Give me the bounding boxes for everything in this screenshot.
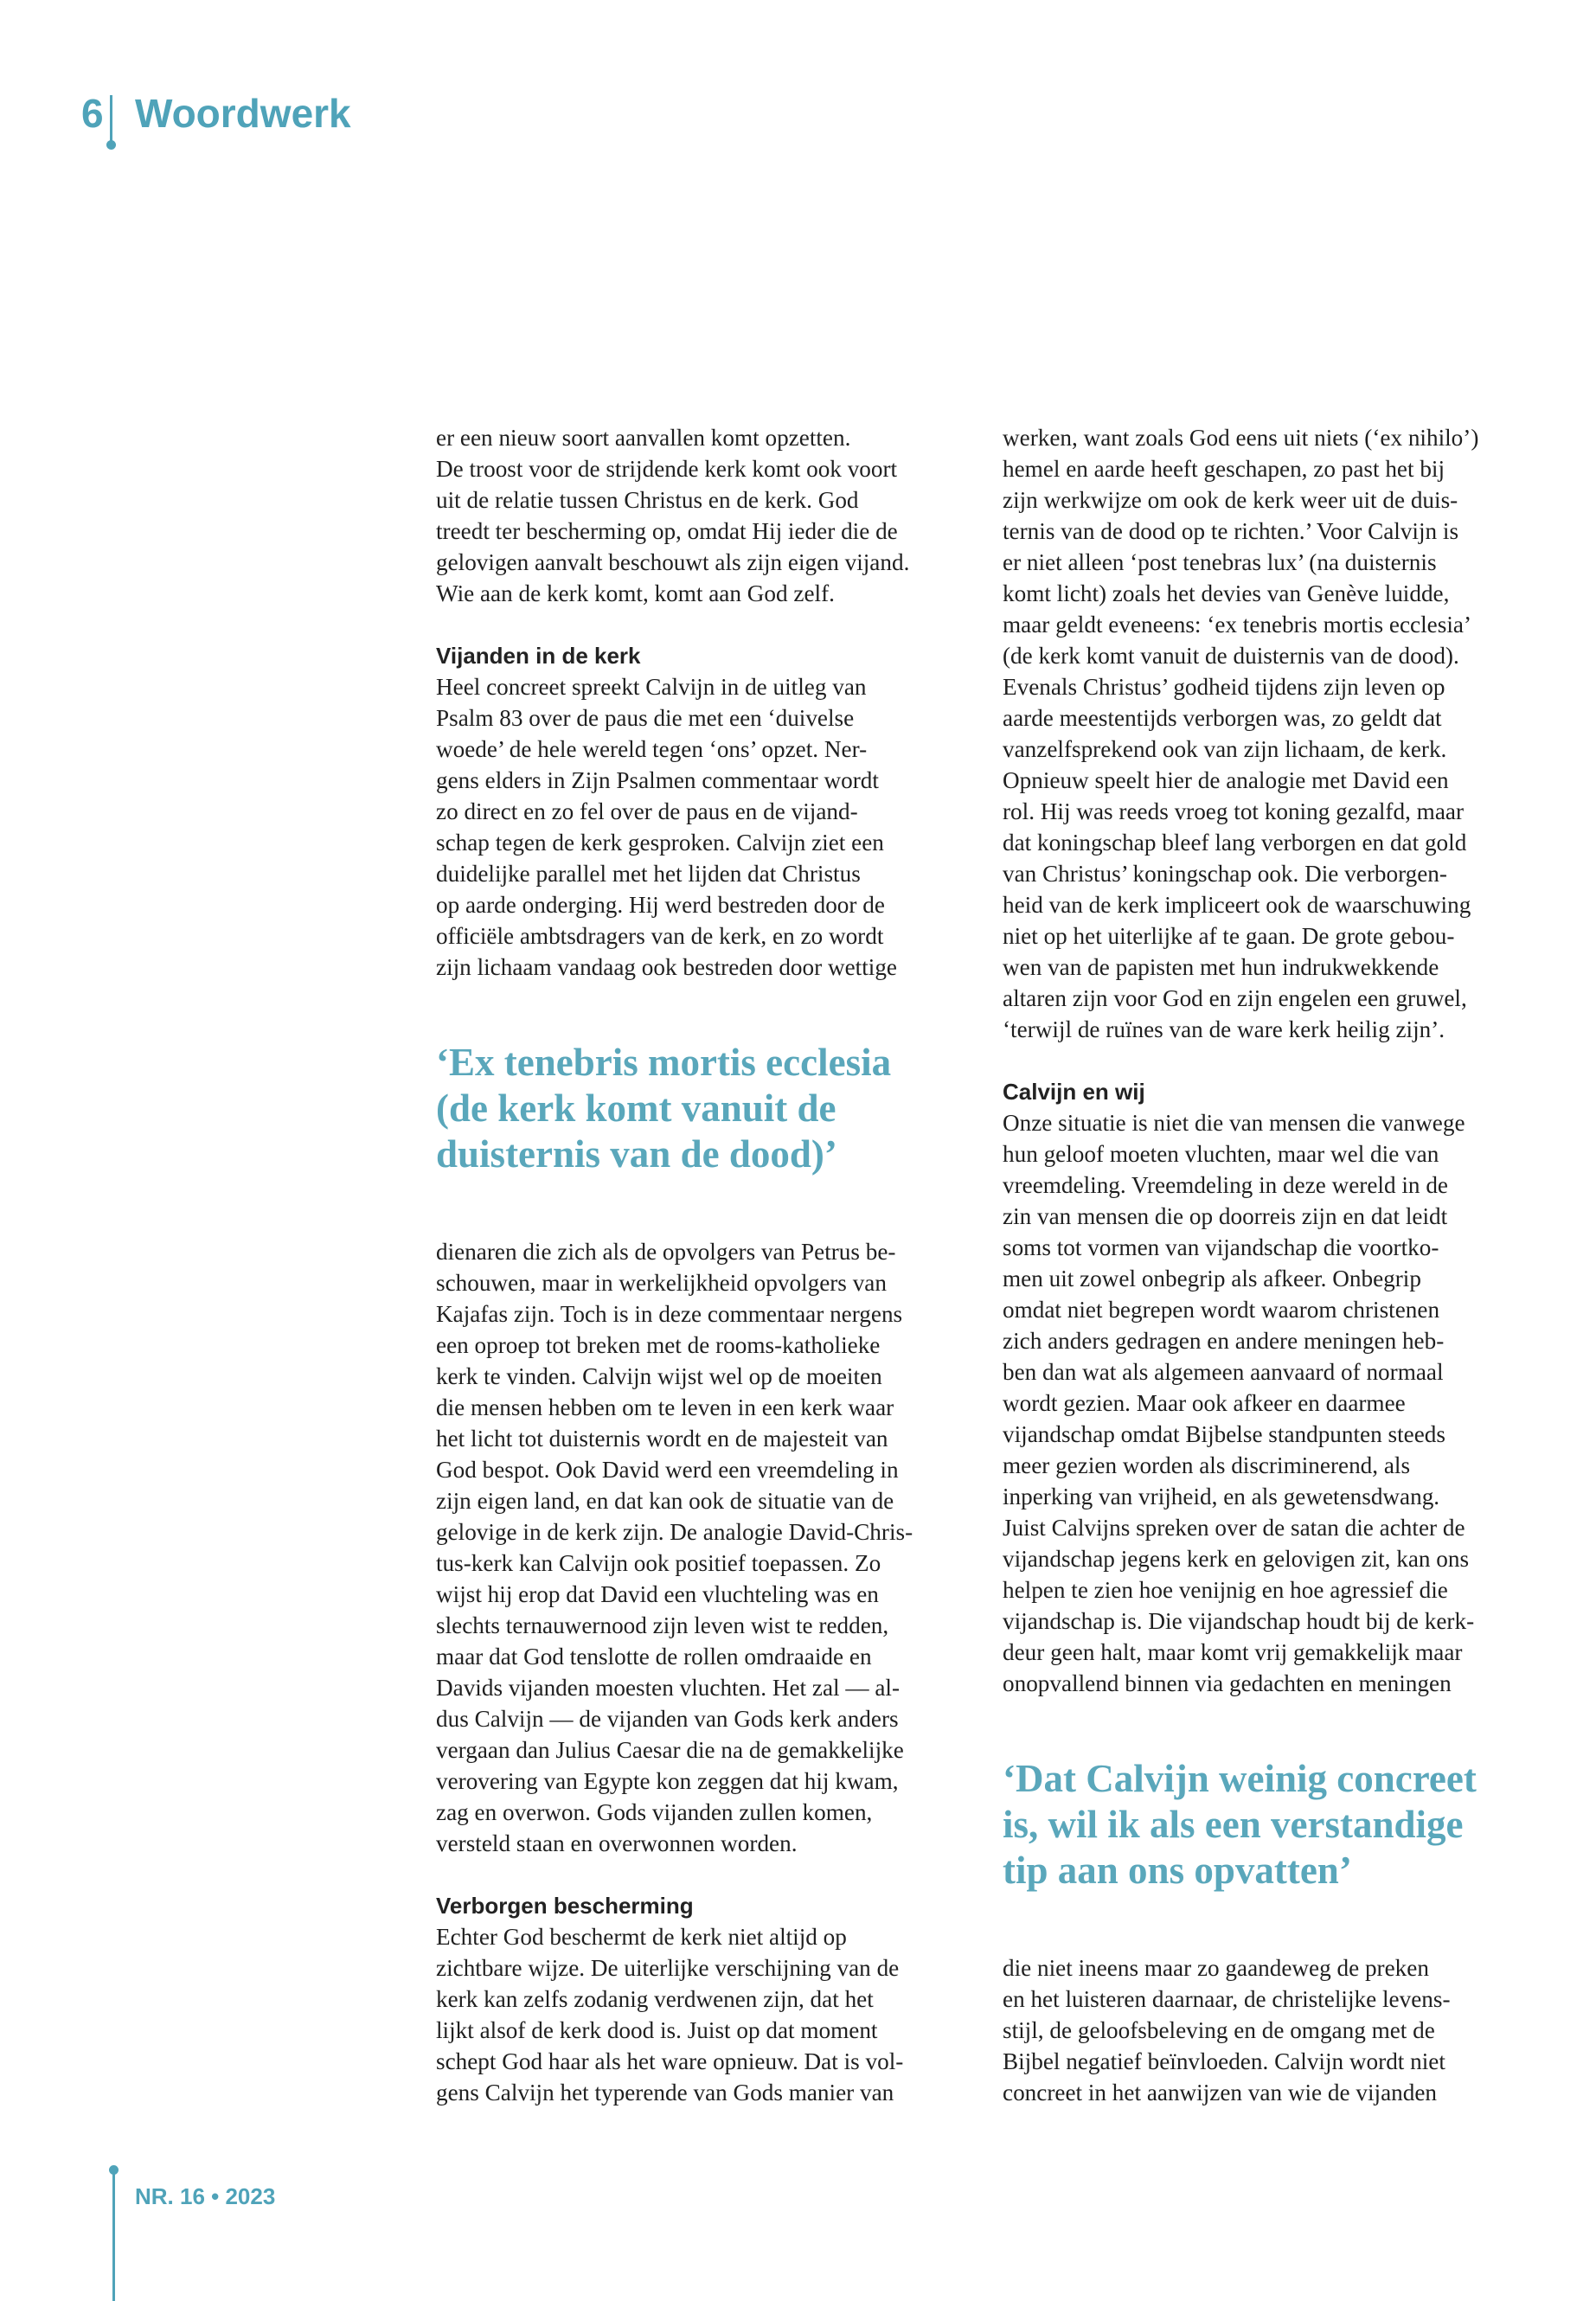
text-line: kerk kan zelfs zodanig verdwenen zijn, dat het bbox=[436, 1986, 874, 2012]
text-line: gelovige in de kerk zijn. De analogie David-Chris- bbox=[436, 1519, 913, 1545]
text-line: Wie aan de kerk komt, komt aan God zelf. bbox=[436, 580, 835, 606]
text-line: schouwen, maar in werkelijkheid opvolgers van bbox=[436, 1270, 887, 1296]
header-divider bbox=[110, 95, 112, 142]
right-intro-paragraph bbox=[1003, 422, 1539, 1045]
text-line: Heel concreet spreekt Calvijn in de uitleg van bbox=[436, 674, 867, 700]
left-intro-paragraph bbox=[436, 422, 972, 609]
text-line: hemel en aarde heeft geschapen, zo past het bij bbox=[1003, 456, 1445, 482]
left-section1-paragraph bbox=[436, 671, 972, 983]
text-line: zin van mensen die op doorreis zijn en dat leidt bbox=[1003, 1203, 1448, 1229]
text-line: Evenals Christus’ godheid tijdens zijn leven op bbox=[1003, 674, 1445, 700]
page-number: 6 bbox=[81, 91, 104, 136]
text-line: De troost voor de strijdende kerk komt ook voort bbox=[436, 456, 898, 482]
text-line: concreet in het aanwijzen van wie de vijanden bbox=[1003, 2080, 1437, 2106]
text-line: kerk te vinden. Calvijn wijst wel op de moeiten bbox=[436, 1363, 882, 1389]
text-line: men uit zowel onbegrip als afkeer. Onbegrip bbox=[1003, 1266, 1421, 1292]
text-line: hun geloof moeten vluchten, maar wel die van bbox=[1003, 1141, 1439, 1167]
text-line: ‘terwijl de ruïnes van de ware kerk heilig zijn’. bbox=[1003, 1016, 1445, 1042]
text-line: wen van de papisten met hun indrukwekkende bbox=[1003, 954, 1439, 980]
text-line: vijandschap is. Die vijandschap houdt bij de kerk- bbox=[1003, 1608, 1475, 1634]
text-line: dus Calvijn — de vijanden van Gods kerk anders bbox=[436, 1706, 899, 1732]
right-section1-cont-paragraph bbox=[1003, 1952, 1539, 2108]
text-line: Davids vijanden moesten vluchten. Het zal — al- bbox=[436, 1675, 901, 1701]
text-line: maar geldt eveneens: ‘ex tenebris mortis ecclesia’ bbox=[1003, 612, 1471, 638]
text-line: wijst hij erop dat David een vluchteling was en bbox=[436, 1581, 879, 1607]
text-line: van Christus’ koningschap ook. Die verborgen- bbox=[1003, 861, 1447, 887]
text-line: ternis van de dood op te richten.’ Voor Calvijn is bbox=[1003, 518, 1459, 544]
section-title: Woordwerk bbox=[135, 91, 351, 136]
text-line: vanzelfsprekend ook van zijn lichaam, de kerk. bbox=[1003, 736, 1447, 762]
text-line: God bespot. Ook David werd een vreemdeling in bbox=[436, 1457, 899, 1483]
subheading-verborgen: Verborgen bescherming bbox=[436, 1893, 694, 1919]
text-line: vijandschap jegens kerk en gelovigen zit, kan ons bbox=[1003, 1546, 1470, 1572]
text-line: Psalm 83 over de paus die met een ‘duivelse bbox=[436, 705, 855, 731]
text-line: vreemdeling. Vreemdeling in deze wereld in de bbox=[1003, 1172, 1448, 1198]
text-line: zijn werkwijze om ook de kerk weer uit de duis- bbox=[1003, 487, 1458, 513]
text-line: zijn eigen land, en dat kan ook de situatie van de bbox=[436, 1488, 894, 1514]
text-line: niet op het uiterlijke af te gaan. De grote gebou- bbox=[1003, 923, 1455, 949]
text-line: en het luisteren daarnaar, de christelijke levens- bbox=[1003, 1986, 1451, 2012]
text-line: er een nieuw soort aanvallen komt opzetten. bbox=[436, 425, 851, 451]
text-line: duidelijke parallel met het lijden dat Christus bbox=[436, 861, 861, 887]
text-line: tus-kerk kan Calvijn ook positief toepassen. Zo bbox=[436, 1550, 881, 1576]
quote-line: is, wil ik als een verstandige bbox=[1003, 1803, 1464, 1846]
quote-line: ‘Ex tenebris mortis ecclesia bbox=[436, 1041, 892, 1084]
left-column bbox=[436, 422, 972, 2108]
text-line: die niet ineens maar zo gaandeweg de preken bbox=[1003, 1955, 1429, 1981]
text-line: helpen te zien hoe venijnig en hoe agressief die bbox=[1003, 1577, 1448, 1603]
text-line: officiële ambtsdragers van de kerk, en zo wordt bbox=[436, 923, 884, 949]
text-line: Opnieuw speelt hier de analogie met David een bbox=[1003, 767, 1449, 793]
text-line: gelovigen aanvalt beschouwt als zijn eigen vijand. bbox=[436, 549, 910, 575]
text-line: verovering van Egypte kon zeggen dat hij kwam, bbox=[436, 1768, 899, 1794]
text-line: gens elders in Zijn Psalmen commentaar wordt bbox=[436, 767, 879, 793]
text-line: treedt ter bescherming op, omdat Hij ieder die de bbox=[436, 518, 898, 544]
pull-quote-left bbox=[436, 1040, 972, 1177]
text-line: zich anders gedragen en andere meningen heb- bbox=[1003, 1328, 1445, 1354]
text-line: inperking van vrijheid, en als gewetensdwang. bbox=[1003, 1484, 1440, 1509]
text-line: stijl, de geloofsbeleving en de omgang met de bbox=[1003, 2017, 1435, 2043]
text-line: op aarde onderging. Hij werd bestreden door de bbox=[436, 892, 885, 918]
text-line: vergaan dan Julius Caesar die na de gemakkelijke bbox=[436, 1737, 904, 1763]
text-line: slechts ternauwernood zijn leven wist te redden, bbox=[436, 1612, 889, 1638]
text-line: heid van de kerk impliceert ook de waarschuwing bbox=[1003, 892, 1471, 918]
left-section1-cont-paragraph bbox=[436, 1236, 972, 1859]
text-line: een oproep tot breken met de rooms-katholieke bbox=[436, 1332, 881, 1358]
text-line: ben dan wat als algemeen aanvaard of normaal bbox=[1003, 1359, 1444, 1385]
quote-line: ‘Dat Calvijn weinig concreet bbox=[1003, 1757, 1477, 1800]
text-line: zo direct en zo fel over de paus en de vijand- bbox=[436, 798, 858, 824]
text-line: vijandschap omdat Bijbelse standpunten steeds bbox=[1003, 1421, 1445, 1447]
text-line: schap tegen de kerk gesproken. Calvijn ziet een bbox=[436, 830, 884, 856]
text-line: Juist Calvijns spreken over de satan die achter de bbox=[1003, 1515, 1465, 1541]
quote-line: tip aan ons opvatten’ bbox=[1003, 1849, 1352, 1892]
quote-line: (de kerk komt vanuit de bbox=[436, 1086, 836, 1130]
text-line: die mensen hebben om te leven in een kerk waar bbox=[436, 1394, 894, 1420]
text-line: onopvallend binnen via gedachten en meningen bbox=[1003, 1670, 1452, 1696]
text-line: deur geen halt, maar komt vrij gemakkelijk maar bbox=[1003, 1639, 1463, 1665]
right-column bbox=[1003, 422, 1539, 2108]
text-line: (de kerk komt vanuit de duisternis van de dood). bbox=[1003, 643, 1459, 669]
issue-label: NR. 16 • 2023 bbox=[135, 2183, 276, 2209]
subheading-calvijn-en-wij: Calvijn en wij bbox=[1003, 1079, 1145, 1105]
text-line: Echter God beschermt de kerk niet altijd op bbox=[436, 1924, 847, 1950]
text-line: werken, want zoals God eens uit niets (‘ex nihilo’) bbox=[1003, 425, 1479, 451]
text-line: aarde meestentijds verborgen was, zo geldt dat bbox=[1003, 705, 1442, 731]
text-line: omdat niet begrepen wordt waarom christenen bbox=[1003, 1297, 1440, 1323]
text-line: zag en overwon. Gods vijanden zullen komen, bbox=[436, 1799, 873, 1825]
text-line: zijn lichaam vandaag ook bestreden door wettige bbox=[436, 954, 897, 980]
subheading-vijanden: Vijanden in de kerk bbox=[436, 643, 641, 669]
text-line: er niet alleen ‘post tenebras lux’ (na duisternis bbox=[1003, 549, 1437, 575]
text-line: meer gezien worden als discriminerend, als bbox=[1003, 1452, 1411, 1478]
pull-quote-right bbox=[1003, 1756, 1539, 1894]
footer-divider bbox=[112, 2171, 115, 2301]
text-line: altaren zijn voor God en zijn engelen een gruwel, bbox=[1003, 985, 1467, 1011]
text-line: maar dat God tenslotte de rollen omdraaide en bbox=[436, 1644, 872, 1670]
text-line: Onze situatie is niet die van mensen die vanwege bbox=[1003, 1110, 1465, 1136]
header-divider-dot bbox=[106, 140, 116, 150]
left-section2-paragraph bbox=[436, 1921, 972, 2108]
text-line: versteld staan en overwonnen worden. bbox=[436, 1830, 798, 1856]
text-line: wordt gezien. Maar ook afkeer en daarmee bbox=[1003, 1390, 1406, 1416]
text-line: schept God haar als het ware opnieuw. Dat is vol- bbox=[436, 2048, 904, 2074]
text-line: lijkt alsof de kerk dood is. Juist op dat moment bbox=[436, 2017, 878, 2043]
right-section1-paragraph bbox=[1003, 1107, 1539, 1699]
text-line: Kajafas zijn. Toch is in deze commentaar nergens bbox=[436, 1301, 903, 1327]
text-line: woede’ de hele wereld tegen ‘ons’ opzet. Ner- bbox=[436, 736, 868, 762]
text-line: Bijbel negatief beïnvloeden. Calvijn wordt niet bbox=[1003, 2048, 1445, 2074]
text-line: het licht tot duisternis wordt en de majesteit van bbox=[436, 1426, 888, 1452]
text-line: soms tot vormen van vijandschap die voortko- bbox=[1003, 1234, 1439, 1260]
text-line: gens Calvijn het typerende van Gods manier van bbox=[436, 2080, 894, 2106]
text-line: dienaren die zich als de opvolgers van Petrus be- bbox=[436, 1239, 896, 1265]
quote-line: duisternis van de dood)’ bbox=[436, 1132, 837, 1176]
text-line: rol. Hij was reeds vroeg tot koning gezalfd, maar bbox=[1003, 798, 1465, 824]
text-line: komt licht) zoals het devies van Genève luidde, bbox=[1003, 580, 1450, 606]
text-line: uit de relatie tussen Christus en de kerk. God bbox=[436, 487, 859, 513]
text-line: zichtbare wijze. De uiterlijke verschijning van de bbox=[436, 1955, 900, 1981]
text-line: dat koningschap bleef lang verborgen en dat gold bbox=[1003, 830, 1467, 856]
